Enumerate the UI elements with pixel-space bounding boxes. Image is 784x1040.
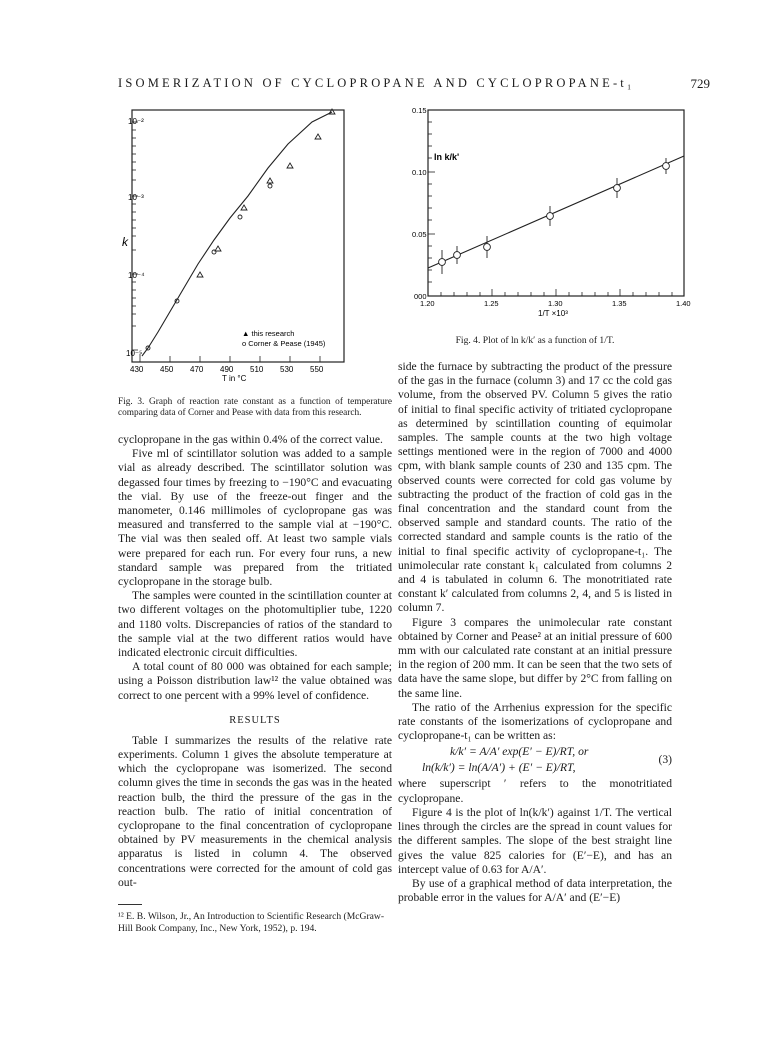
figure-3-x-ticks: [140, 354, 320, 362]
fig4-xtick-0: 1.20: [420, 299, 435, 308]
figure-3-caption: Fig. 3. Graph of reaction rate constant as a function of temperature comparing data of Corner and Pease with data from this research.: [118, 397, 392, 418]
figure-3: [118, 100, 392, 419]
fig4-xtick-4: 1.40: [676, 299, 691, 308]
fig3-ylabel: k: [122, 235, 128, 249]
fig3-ytick-3: 10⁻⁵: [126, 349, 143, 358]
paragraph: Figure 4 is the plot of ln(k/k′) against 1/T. The vertical lines through the circles are the spread in count values for the different samples. The slope of the best straight line gives the value 825 calories for (E′−E), and has an intercept value of 0.63 for A/A′.: [398, 805, 672, 876]
fig3-triangle: [267, 178, 273, 183]
figure-4-points: [439, 158, 670, 274]
fig4-point: [614, 185, 621, 192]
paragraph: The samples were counted in the scintillation counter at two different voltages on the photomultiplier tube, 1220 and 1180 volts. Discrepancies of ratios of the standard to the sample vial at the two different ratios would have indicated electronic circuit difficulties.: [118, 589, 392, 660]
fig4-xtick-2: 1.30: [548, 299, 563, 308]
fig4-xlabel: 1/T ×10³: [538, 309, 568, 318]
paragraph: Table I summarizes the results of the relative rate experiments. Column 1 gives the absolute temperature at which the cyclopropane was isomerized. The second column gives the time in seconds the gas was in the heated reaction bulb, the third the pressure of the gas in the reaction bulb. The ratio of initial concentration of cyclopropane to the final concentration of cyclopropane obtained by PV measurements in the chemical analysis apparatus is listed in column 4. The observed concentrations were corrected for the amount of cold gas out-: [118, 733, 392, 889]
fig3-point: [238, 215, 242, 219]
equation-number: (3): [658, 753, 672, 767]
paragraph: The ratio of the Arrhenius expression for the specific rate constants of the isomerizations of cyclopropane and cyclopropane-t₁ can be written as:: [398, 700, 672, 743]
fig3-legend-1: o Corner & Pease (1945): [242, 339, 326, 348]
fig3-xtick-5: 530: [280, 365, 294, 374]
figure-4: [398, 100, 691, 346]
fig4-ylabel: ln k/k': [434, 152, 460, 162]
fig3-xtick-4: 510: [250, 365, 264, 374]
fig4-point: [663, 163, 670, 170]
figure-3-fit-line: [142, 112, 332, 356]
figure-4-fit-line: [428, 156, 684, 268]
figure-3-plot: [118, 100, 392, 382]
paragraph: side the furnace by subtracting the product of the pressure of the gas in the furnace (column 3) and 17 cc the cold gas volume, from the observed PV. Column 5 gives the ratio of initial to final specific activity of tritiated cyclopropane as determined by scintillation counting of equimolar samples. The sample counts at the two high voltage settings mentioned were in the region of 7000 and 4000 cpm, with blank sample counts of 230 and 135 cpm. The observed counts were corrected for cold gas volume by subtracting the product of the fraction of cold gas in the final concentration and the standard count from the observed sample and standard counts. The ratio of the corrected standard and sample counts is the ratio of the initial to final specific activity of cyclopropane-t₁. The unimolecular rate constant k₁ calculated from columns 2 and 4 is tabulated in column 6. The monotritiated rate constant k′ calculated from columns 2, 4, and 5 is listed in column 7.: [398, 360, 672, 615]
paragraph: where superscript ′ refers to the monotritiated cyclopropane.: [398, 777, 672, 805]
fig4-xtick-3: 1.35: [612, 299, 627, 308]
fig3-triangle: [197, 272, 203, 277]
fig4-point: [454, 252, 461, 259]
fig3-xtick-6: 550: [310, 365, 324, 374]
fig4-ytick-2: 0.05: [412, 230, 427, 239]
fig3-xtick-2: 470: [190, 365, 204, 374]
figure-4-caption: Fig. 4. Plot of ln k/k′ as a function of 1/T.: [455, 335, 615, 346]
fig4-point: [439, 259, 446, 266]
fig3-legend-0: ▲ this research: [242, 329, 295, 338]
fig4-ytick-1: 0.10: [412, 168, 427, 177]
figure-3-points: [146, 109, 335, 350]
fig3-xtick-1: 450: [160, 365, 174, 374]
fig4-point: [547, 213, 554, 220]
fig3-triangle: [241, 205, 247, 210]
footnote-rule: [118, 904, 142, 905]
paragraph: cyclopropane in the gas within 0.4% of the correct value.: [118, 433, 383, 446]
fig3-point: [268, 184, 272, 188]
fig3-ytick-2: 10⁻⁴: [128, 271, 145, 280]
paragraph: Figure 3 compares the unimolecular rate constant obtained by Corner and Pease² at an initial pressure of 600 mm with our calculated rate constant at an initial pressure in the region of 200 mm. It can be seen that the two sets of data have the same slope, but differ by 2°C from falling on the same line.: [398, 615, 672, 700]
fig3-triangle: [287, 163, 293, 168]
figure-4-plot: [398, 100, 698, 318]
figure-4-x-ticks: [428, 289, 672, 296]
fig4-point: [484, 244, 491, 251]
figure-3-y-ticks: [132, 122, 138, 350]
fig4-ytick-3: 000: [414, 292, 427, 301]
figure-3-frame: [132, 110, 344, 362]
paragraph: A total count of 80 000 was obtained for each sample; using a Poisson distribution law¹² the value obtained was correct to one percent with a 99% level of confidence.: [118, 660, 392, 702]
fig4-ytick-0: 0.15: [412, 106, 427, 115]
left-column: [118, 100, 392, 934]
paragraph: Five ml of scintillator solution was added to a sample vial as already described. The scintillator solution was degassed four times by freezing to −190°C and evacuating the vial. By use of the freeze-out finger and the manometer, 0.146 millimoles of cyclopropane gas was measured and transferred to the sample vial at −190°C. The vial was then sealed off. At least two sample vials were prepared for each run. For every four runs, a new standard sample was prepared from the tritiated cyclopropane in the storage bulb.: [118, 447, 392, 589]
fig3-xtick-3: 490: [220, 365, 234, 374]
fig3-xtick-0: 430: [130, 365, 144, 374]
equation-3: [398, 743, 672, 777]
fig3-ytick-1: 10⁻³: [128, 193, 144, 202]
figure-4-y-ticks: [428, 110, 435, 282]
equation-line-2: ln(k/k′) = ln(A/A′) + (E′ − E)/RT,: [422, 761, 576, 775]
fig3-ytick-0: 10⁻²: [128, 117, 144, 126]
fig3-triangle: [215, 246, 221, 251]
paragraph: By use of a graphical method of data interpretation, the probable error in the values for A/A′ and (E′−E): [398, 876, 672, 905]
figure-4-frame: [428, 110, 684, 296]
fig3-triangle: [315, 134, 321, 139]
fig4-xtick-1: 1.25: [484, 299, 499, 308]
results-heading: RESULTS: [229, 714, 281, 726]
running-title: ISOMERIZATION OF CYCLOPROPANE AND CYCLOPROPANE-t₁: [118, 76, 635, 90]
page-number: 729: [690, 76, 710, 91]
footnote: ¹² E. B. Wilson, Jr., An Introduction to Scientific Research (McGraw-Hill Book Company, Inc., New York, 1952), p. 194.: [118, 911, 385, 934]
equation-line-1: k/k′ = A/A′ exp(E′ − E)/RT, or: [450, 745, 589, 759]
running-head: [118, 76, 710, 94]
right-column: [398, 100, 691, 905]
fig3-xlabel: T in °C: [222, 374, 247, 382]
